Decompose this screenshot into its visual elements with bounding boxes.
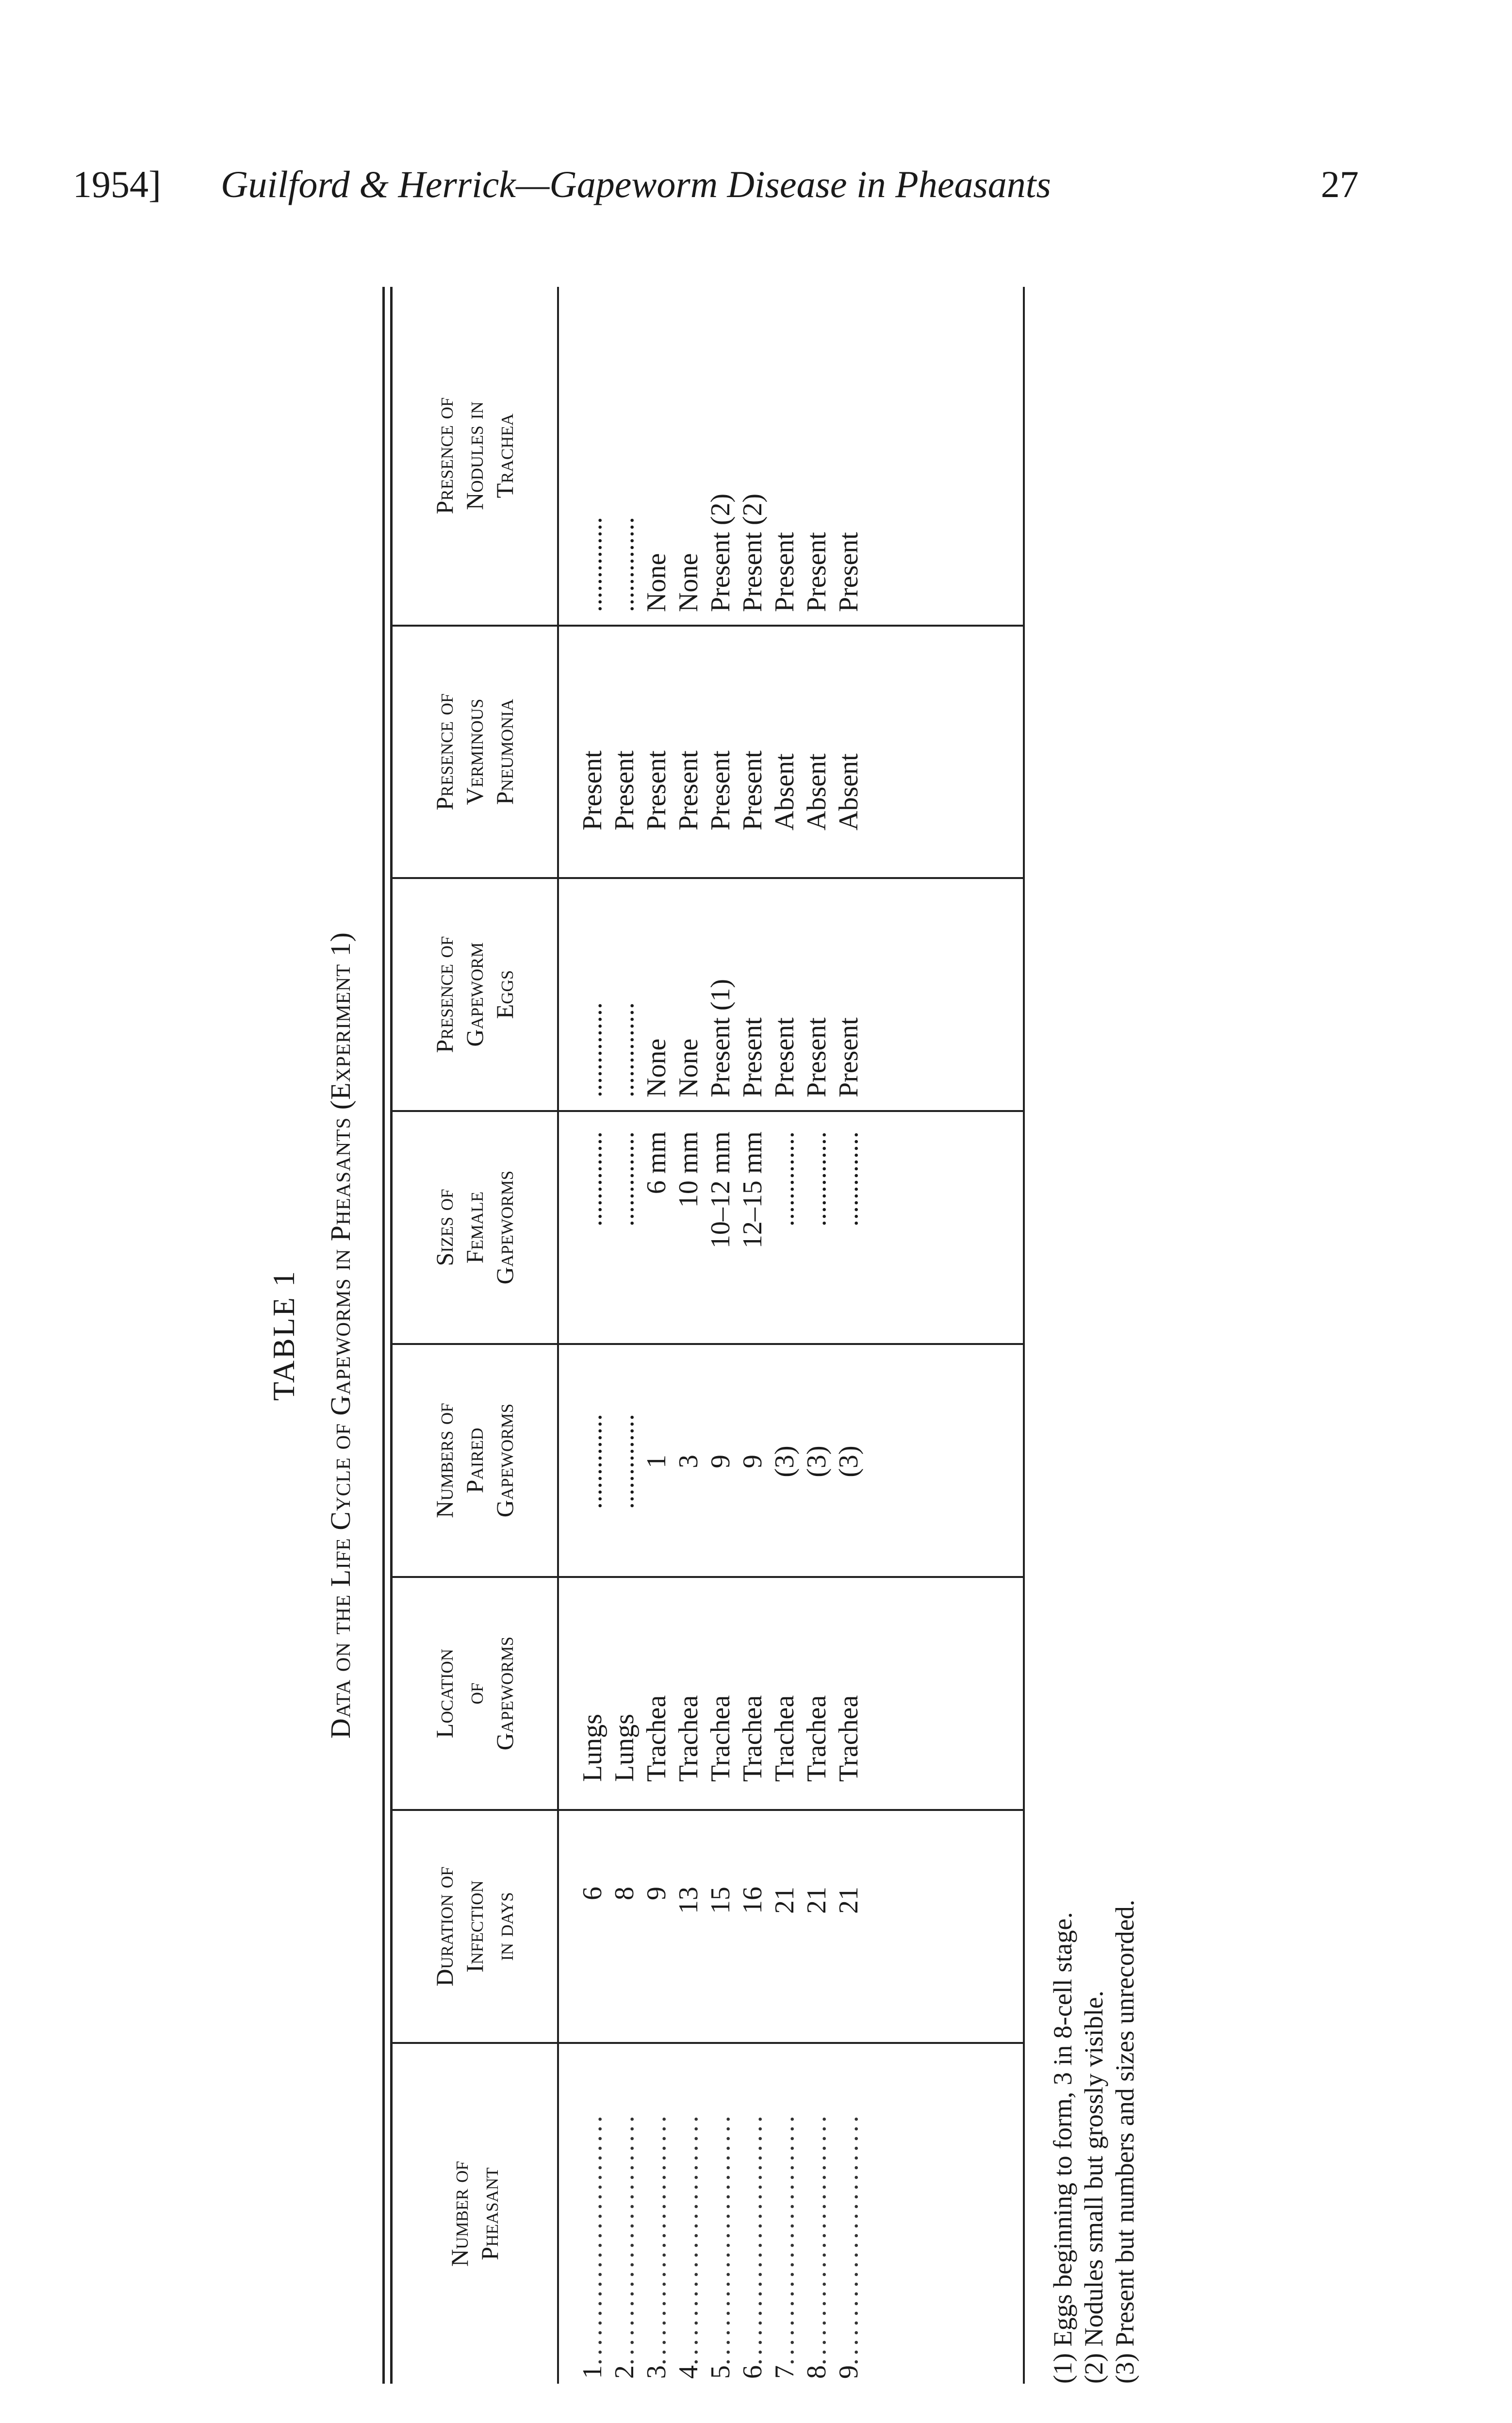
table-cell: Trachea [674, 1695, 704, 1782]
table-cell: Present [834, 1017, 864, 1097]
table-cell: Present [738, 1017, 768, 1097]
column-divider [559, 1809, 1023, 1811]
table-cell: .............. [609, 1414, 640, 1509]
table-cell: 8 [609, 1887, 640, 1900]
table-title: Data on the Life Cycle of Gapeworms in Pheasants (Experiment 1) [325, 932, 356, 1739]
table-cell: 8.......................... [802, 2113, 832, 2379]
running-header [73, 155, 1359, 214]
table-cell: 10–12 mm [706, 1131, 736, 1249]
table-cell: Present [802, 532, 832, 612]
col-header-paired: Numbers of Paired Gapeworms [431, 1403, 518, 1518]
table-cell: .............. [577, 1414, 608, 1509]
table-cell: 3.......................... [641, 2113, 672, 2379]
table-cell: Absent [770, 753, 800, 830]
header-title: Guilford & Herrick—Gapeworm Disease in Pheasants [221, 163, 1051, 205]
col-header-pheasant: Number of Pheasant [446, 2161, 503, 2267]
column-paired [576, 1355, 1013, 1568]
footnote: (3) Present but numbers and sizes unrecorded. [1110, 1899, 1139, 2384]
table-cell: 4.......................... [674, 2113, 704, 2379]
table-cell: Lungs [577, 1714, 608, 1782]
table-cell: Present (1) [706, 979, 736, 1097]
table-cell: Present [834, 532, 864, 612]
table-cell: Present (2) [738, 493, 768, 612]
table-cell: 12–15 mm [738, 1131, 768, 1249]
table-cell: Present [770, 532, 800, 612]
table-cell: Present [674, 750, 704, 830]
column-divider [559, 2042, 1023, 2044]
table-cell: 15 [706, 1887, 736, 1914]
table-cell: .............. [577, 1002, 608, 1097]
column-divider [559, 1576, 1023, 1578]
page-number: 27 [1321, 163, 1359, 205]
table-cell: Trachea [802, 1695, 832, 1782]
table-cell: 9 [706, 1455, 736, 1468]
column-duration [576, 1887, 1013, 2042]
table-cell: 21 [802, 1887, 832, 1914]
column-divider [559, 877, 1023, 879]
table-cell: 2.......................... [609, 2113, 640, 2379]
table-cell: 6.......................... [738, 2113, 768, 2379]
table-cell: None [674, 553, 704, 612]
table-cell: Trachea [641, 1695, 672, 1782]
table-cell: .............. [609, 1131, 640, 1227]
column-divider [559, 1343, 1023, 1345]
table-cell: .............. [577, 1131, 608, 1227]
table-cell: 5.......................... [706, 2113, 736, 2379]
table-cell: 6 [577, 1887, 608, 1900]
table-cell: .............. [834, 1131, 864, 1227]
column-pneumonia [576, 636, 1013, 830]
table-cell: 1 [641, 1455, 672, 1468]
column-divider [559, 1110, 1023, 1112]
table-cell: Absent [802, 753, 832, 830]
table-cell: Trachea [738, 1695, 768, 1782]
col-header-pneumonia: Presence of Verminous Pneumonia [431, 693, 518, 811]
col-header-location: Location of Gapeworms [431, 1636, 518, 1751]
table-cell: 3 [674, 1455, 704, 1468]
table-cell: Present (2) [706, 493, 736, 612]
table-cell: 9.......................... [834, 2113, 864, 2379]
column-sizes [576, 1131, 1013, 1335]
table-cell: .............. [577, 517, 608, 612]
table-cell: Present [609, 750, 640, 830]
column-divider [559, 625, 1023, 627]
col-header-eggs: Presence of Gapeworm Eggs [431, 936, 518, 1053]
table-cell: (3) [834, 1445, 864, 1477]
table-cell: 10 mm [674, 1131, 704, 1208]
table-cell: Lungs [609, 1714, 640, 1782]
table-cell: .............. [770, 1131, 800, 1227]
table-header-rule [557, 287, 559, 2384]
table-cell: None [674, 1038, 704, 1097]
table-cell: Absent [834, 753, 864, 830]
header-year: 1954] [73, 163, 161, 205]
table-cell: 9 [641, 1887, 672, 1900]
table-label: TABLE 1 [266, 1269, 301, 1401]
col-header-duration: Duration of Infection in days [431, 1866, 518, 1987]
table-cell: .............. [609, 517, 640, 612]
table-cell: 9 [738, 1455, 768, 1468]
col-header-nodules: Presence of Nodules in Trachea [431, 397, 518, 514]
table-bottom-rule [1023, 287, 1025, 2384]
table-top-rule [382, 287, 385, 2384]
table-cell: Present [577, 750, 608, 830]
table-cell: 7.......................... [770, 2113, 800, 2379]
table-cell: .............. [609, 1002, 640, 1097]
table-cell: (3) [802, 1445, 832, 1477]
col-header-sizes: Sizes of Female Gapeworms [431, 1170, 518, 1285]
column-location [576, 1588, 1013, 1782]
table-cell: Trachea [770, 1695, 800, 1782]
column-pheasant [576, 2054, 1013, 2379]
column-nodules [576, 297, 1013, 612]
table-cell: 21 [834, 1887, 864, 1914]
table-cell: 1.......................... [577, 2113, 608, 2379]
table-cell: Trachea [706, 1695, 736, 1782]
table-footnotes [1047, 287, 1140, 2384]
table-cell: Present [641, 750, 672, 830]
table-cell: 6 mm [641, 1131, 672, 1195]
table-cell: .............. [802, 1131, 832, 1227]
table-cell: Present [706, 750, 736, 830]
table-cell: 16 [738, 1887, 768, 1914]
table-cell: Present [770, 1017, 800, 1097]
table-cell: Trachea [834, 1695, 864, 1782]
table-cell: None [641, 553, 672, 612]
table-cell: None [641, 1038, 672, 1097]
column-eggs [576, 884, 1013, 1097]
table-cell: 21 [770, 1887, 800, 1914]
footnote: (2) Nodules small but grossly visible. [1079, 1991, 1108, 2384]
footnote: (1) Eggs beginning to form, 3 in 8-cell stage. [1048, 1912, 1077, 2384]
table-cell: (3) [770, 1445, 800, 1477]
table-cell: Present [738, 750, 768, 830]
table-top-rule-2 [390, 287, 393, 2384]
table-cell: 13 [674, 1887, 704, 1914]
table-cell: Present [802, 1017, 832, 1097]
rotated-table-block [266, 287, 1246, 2384]
